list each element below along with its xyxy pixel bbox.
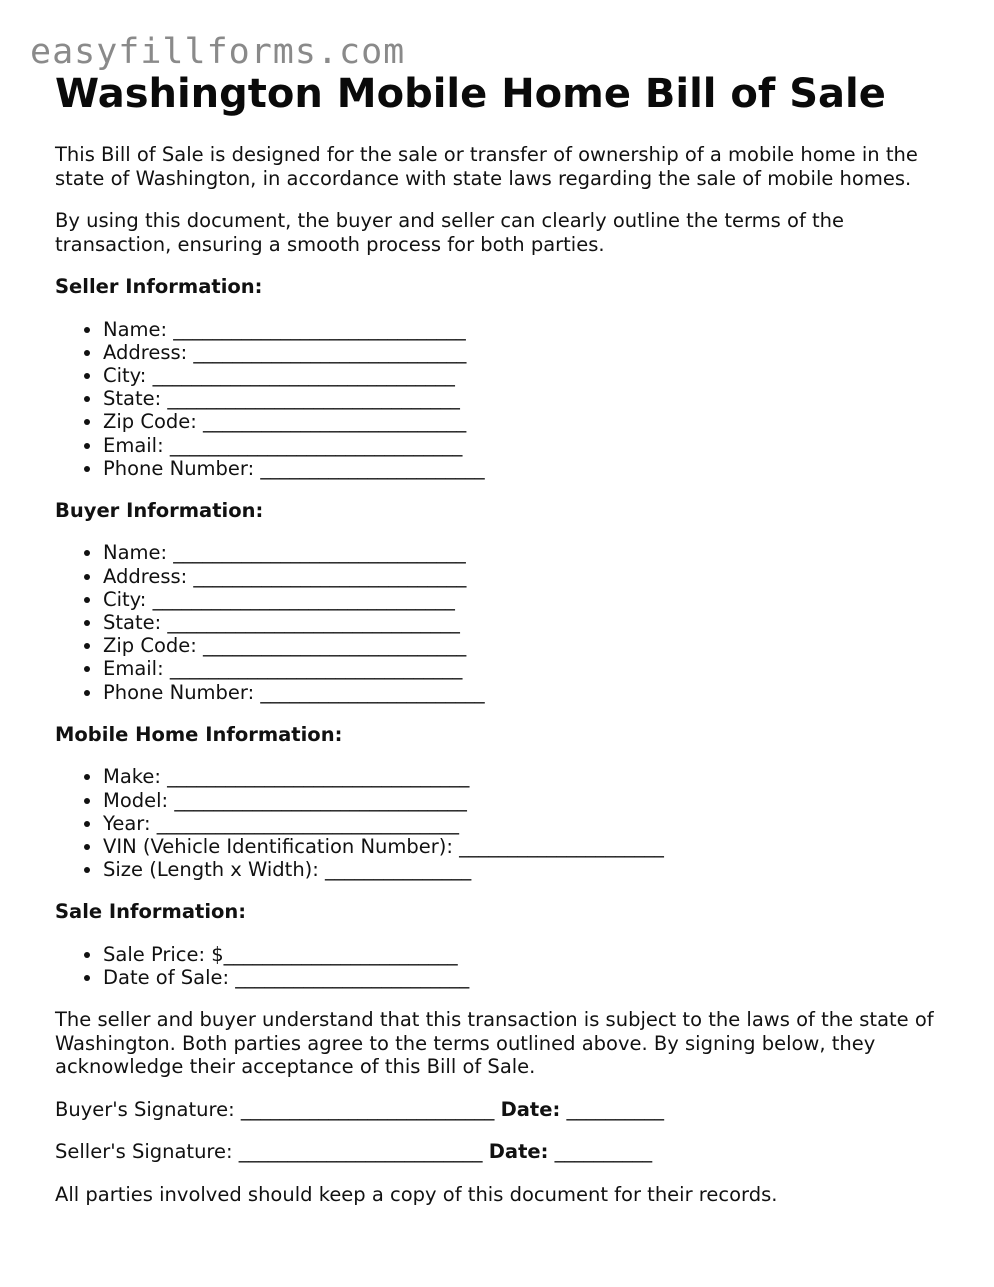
home-vin-field[interactable]: • VIN (Vehicle Identification Number): _____________________ bbox=[103, 835, 955, 858]
home-model-field[interactable]: • Model: ______________________________ bbox=[103, 789, 955, 812]
seller-name-field[interactable]: • Name: ______________________________ bbox=[103, 318, 955, 341]
seller-signature-label: Seller's Signature: _________________________ bbox=[55, 1140, 483, 1164]
seller-email-field[interactable]: • Email: ______________________________ bbox=[103, 434, 955, 457]
seller-address-field[interactable]: • Address: ____________________________ bbox=[103, 341, 955, 364]
home-size-field[interactable]: • Size (Length x Width): _______________ bbox=[103, 858, 955, 881]
buyer-signature-line[interactable] bbox=[55, 1098, 955, 1122]
sale-price-field[interactable]: • Sale Price: $________________________ bbox=[103, 943, 955, 966]
seller-phone-field[interactable]: • Phone Number: _______________________ bbox=[103, 457, 955, 480]
seller-zip-field[interactable]: • Zip Code: ___________________________ bbox=[103, 410, 955, 433]
sale-field-list bbox=[55, 943, 955, 989]
sale-heading: Sale Information: bbox=[55, 900, 247, 924]
buyer-name-field[interactable]: • Name: ______________________________ bbox=[103, 541, 955, 564]
seller-state-field[interactable]: • State: ______________________________ bbox=[103, 387, 955, 410]
intro-paragraph-2: By using this document, the buyer and seller can clearly outline the terms of the transaction, ensuring a smooth process for both parties. bbox=[55, 209, 845, 256]
agreement-paragraph: The seller and buyer understand that this transaction is subject to the laws of the state of Washington. Both parties agree to the terms outlined above. By signing below, they acknowledge their acceptance of this Bill of Sale. bbox=[55, 1008, 934, 1079]
sale-date-field[interactable]: • Date of Sale: ________________________ bbox=[103, 966, 955, 989]
buyer-heading: Buyer Information: bbox=[55, 498, 264, 522]
intro-paragraph-1: This Bill of Sale is designed for the sale or transfer of ownership of a mobile home in the state of Washington, in accordance with state laws regarding the sale of mobile homes. bbox=[55, 143, 918, 190]
home-year-field[interactable]: • Year: _______________________________ bbox=[103, 812, 955, 835]
buyer-zip-field[interactable]: • Zip Code: ___________________________ bbox=[103, 634, 955, 657]
buyer-signature-label: Buyer's Signature: __________________________ bbox=[55, 1097, 495, 1121]
mobile-home-field-list bbox=[55, 765, 955, 881]
records-note: All parties involved should keep a copy of this document for their records. bbox=[55, 1182, 778, 1206]
seller-heading: Seller Information: bbox=[55, 275, 263, 298]
mobile-home-heading: Mobile Home Information: bbox=[55, 722, 343, 746]
buyer-date-label: Date: bbox=[500, 1097, 561, 1121]
document-title: Washington Mobile Home Bill of Sale bbox=[55, 71, 886, 117]
watermark: easyfillforms.com bbox=[30, 32, 406, 72]
buyer-email-field[interactable]: • Email: ______________________________ bbox=[103, 657, 955, 680]
buyer-state-field[interactable]: • State: ______________________________ bbox=[103, 611, 955, 634]
buyer-field-list bbox=[55, 541, 955, 703]
home-make-field[interactable]: • Make: _______________________________ bbox=[103, 765, 955, 788]
buyer-address-field[interactable]: • Address: ____________________________ bbox=[103, 565, 955, 588]
buyer-city-field[interactable]: • City: _______________________________ bbox=[103, 588, 955, 611]
seller-signature-line[interactable] bbox=[55, 1140, 955, 1164]
seller-field-list bbox=[55, 318, 955, 480]
buyer-date-line[interactable]: __________ bbox=[566, 1097, 664, 1121]
seller-date-label: Date: bbox=[488, 1140, 549, 1164]
seller-city-field[interactable]: • City: _______________________________ bbox=[103, 364, 955, 387]
seller-date-line[interactable]: __________ bbox=[554, 1140, 653, 1164]
document-body bbox=[55, 68, 955, 1206]
buyer-phone-field[interactable]: • Phone Number: _______________________ bbox=[103, 681, 955, 704]
